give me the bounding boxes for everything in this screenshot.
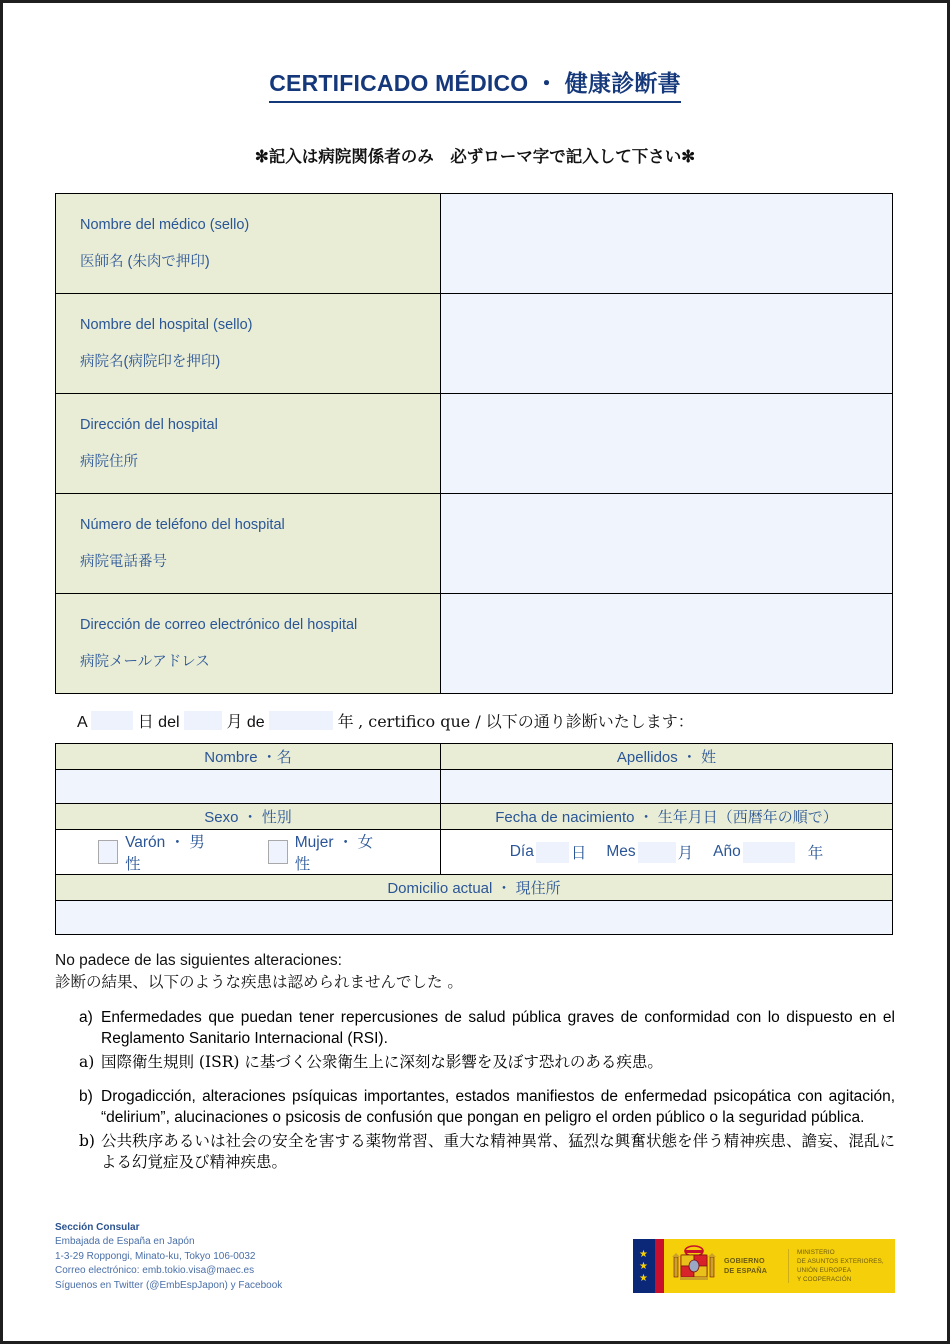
label-es: Número de teléfono del hospital: [80, 517, 285, 534]
clause-text: 国際衛生規則 (ISR) に基づく公衆衛生上に深刻な影響を及ぼす恐れのある疾患。: [101, 1052, 663, 1071]
footer-embassy: Embajada de España en Japón: [55, 1236, 195, 1247]
dob-day-unit: 日: [570, 845, 587, 862]
date-day-unit: 日: [137, 712, 154, 731]
doctor-name-input-cell[interactable]: [441, 194, 893, 294]
date-month-input[interactable]: [184, 711, 222, 730]
instruction-subtitle: ✻記入は病院関係者のみ 必ずローマ字で記入して下さい✻: [254, 147, 696, 166]
hospital-phone-label-cell: [56, 494, 441, 594]
table-row: [56, 294, 893, 394]
table-row: [56, 394, 893, 494]
dob-month-label: Mes: [606, 843, 636, 860]
date-del-word: del: [158, 714, 180, 731]
gobierno-line2: DE ESPAÑA: [724, 1266, 768, 1275]
dob-year-input[interactable]: [743, 842, 795, 863]
male-label: Varón ・ 男性: [125, 834, 205, 873]
footer-street: 1-3-29 Roppongi, Minato-ku, Tokyo 106-0032: [55, 1250, 256, 1262]
dob-day-input[interactable]: [536, 842, 569, 863]
hospital-phone-input-cell[interactable]: [441, 494, 893, 594]
current-address-input-cell[interactable]: [56, 901, 893, 935]
label-jp: 病院メールアドレス: [80, 653, 210, 670]
checkbox-icon-female[interactable]: [268, 840, 288, 864]
dob-year-label: Año: [713, 843, 741, 860]
surname-input-cell[interactable]: [441, 770, 893, 804]
patient-info-table: [55, 743, 893, 935]
surname-header: Apellidos ・ 姓: [441, 744, 893, 770]
footer-email: Correo electrónico: emb.tokio.visa@maec.es: [55, 1265, 255, 1276]
certification-date-line: [55, 709, 895, 732]
page-title: CERTIFICADO MÉDICO ・ 健康診断書: [269, 65, 681, 103]
ministerio-line2: DE ASUNTOS EXTERIORES, UNIÓN EUROPEA: [797, 1257, 884, 1274]
label-es: Nombre del médico (sello): [80, 217, 250, 234]
date-year-input[interactable]: [269, 711, 333, 730]
doctor-name-label-cell: [56, 194, 441, 294]
clause-spacer: [79, 1075, 895, 1086]
dob-day-label: Día: [509, 843, 534, 860]
table-row: [56, 830, 893, 875]
table-row: [56, 901, 893, 935]
date-month-unit: 月: [226, 712, 243, 731]
clause-marker: b): [79, 1131, 95, 1150]
hospital-name-input-cell[interactable]: [441, 294, 893, 394]
hospital-info-table: [55, 193, 893, 694]
clause-text: Drogadicción, alteraciones psíquicas importantes, estados manifiestos de enfermedad psicopática con agitación, “delirium”, alucinaciones o psicosis de confusión que pongan en peligro el orden público o la seguridad pública.: [101, 1087, 895, 1127]
star-icon: ★: [639, 1273, 648, 1284]
label-jp: 病院住所: [80, 453, 138, 470]
star-icon: ★: [639, 1249, 648, 1260]
gobierno-text: [724, 1256, 780, 1275]
certify-phrase: , certifico que / 以下の通り診断いたします：: [358, 712, 694, 731]
clause-marker: a): [79, 1008, 93, 1026]
page-footer: [55, 1221, 895, 1294]
declaration-es: No padece de las siguientes alteraciones:: [55, 952, 342, 969]
ministerio-text: [797, 1248, 895, 1285]
hospital-address-label-cell: [56, 394, 441, 494]
table-row: [56, 744, 893, 770]
table-row: [56, 875, 893, 901]
dob-field-cell: [441, 830, 893, 875]
logo-divider: [788, 1249, 789, 1283]
dob-month-input[interactable]: [638, 842, 676, 863]
title-container: [55, 3, 895, 103]
checkbox-icon-male[interactable]: [98, 840, 118, 864]
sex-header: Sexo ・ 性別: [56, 804, 441, 830]
label-jp: 医師名 (朱肉で押印): [80, 253, 210, 270]
label-jp: 病院電話番号: [80, 553, 167, 570]
coat-of-arms-icon: [664, 1239, 724, 1293]
star-icon: ★: [639, 1261, 648, 1272]
label-es: Nombre del hospital (sello): [80, 317, 253, 334]
ministerio-line3: Y COOPERACIÓN: [797, 1276, 852, 1284]
clause-text: 公共秩序あるいは社会の安全を害する薬物常習、重大な精神異常、猛烈な興奮状態を伴う精神疾患、譫妄、混乱による幻覚症及び精神疾患。: [101, 1131, 895, 1172]
list-item: [79, 1007, 895, 1050]
table-row: [56, 770, 893, 804]
given-name-input-cell[interactable]: [56, 770, 441, 804]
list-item: [79, 1131, 895, 1174]
table-row: [56, 804, 893, 830]
clause-marker: b): [79, 1087, 93, 1105]
date-day-input[interactable]: [91, 711, 133, 730]
hospital-email-input-cell[interactable]: [441, 594, 893, 694]
red-stripe: [655, 1239, 664, 1293]
hospital-name-label-cell: [56, 294, 441, 394]
label-es: Dirección de correo electrónico del hospital: [80, 617, 358, 634]
date-prefix: A: [77, 714, 87, 731]
female-option[interactable]: [268, 830, 384, 874]
declaration-block: [55, 951, 895, 993]
clauses-list: [55, 1007, 895, 1174]
footer-social: Síguenos en Twitter (@EmbEspJapon) y Facebook: [55, 1279, 283, 1291]
declaration-jp: 診断の結果、以下のような疾患は認められませんでした 。: [55, 972, 463, 991]
date-de-word: de: [246, 714, 265, 731]
table-row: [56, 194, 893, 294]
gobierno-de-espana-logo: [633, 1239, 895, 1293]
dob-month-unit: 月: [677, 845, 694, 862]
list-item: [79, 1086, 895, 1129]
clause-marker: a): [79, 1052, 95, 1071]
hospital-email-label-cell: [56, 594, 441, 694]
ministerio-line1: MINISTERIO: [797, 1248, 835, 1256]
consular-address-block: [55, 1221, 282, 1294]
list-item: [79, 1052, 895, 1073]
clause-text: Enfermedades que puedan tener repercusiones de salud pública graves de conformidad con lo dispuesto en el Reglamento Sanitario Internacional (RSI).: [101, 1008, 895, 1048]
table-row: [56, 594, 893, 694]
footer-section-title: Sección Consular: [55, 1221, 140, 1233]
male-option[interactable]: [98, 830, 216, 874]
dob-header: Fecha de nacimiento ・ 生年月日（西暦年の順で）: [441, 804, 893, 830]
hospital-address-input-cell[interactable]: [441, 394, 893, 494]
given-name-header: Nombre ・名: [56, 744, 441, 770]
table-row: [56, 494, 893, 594]
gobierno-line1: GOBIERNO: [724, 1256, 765, 1266]
eu-flag-band: [633, 1239, 655, 1293]
date-year-unit: 年: [337, 712, 354, 731]
label-jp: 病院名(病院印を押印): [80, 353, 221, 370]
label-es: Dirección del hospital: [80, 417, 218, 434]
current-address-header: Domicilio actual ・ 現住所: [56, 875, 893, 901]
female-label: Mujer ・ 女性: [294, 834, 374, 873]
dob-year-unit: 年: [807, 845, 824, 862]
sex-field-cell: [56, 830, 441, 875]
